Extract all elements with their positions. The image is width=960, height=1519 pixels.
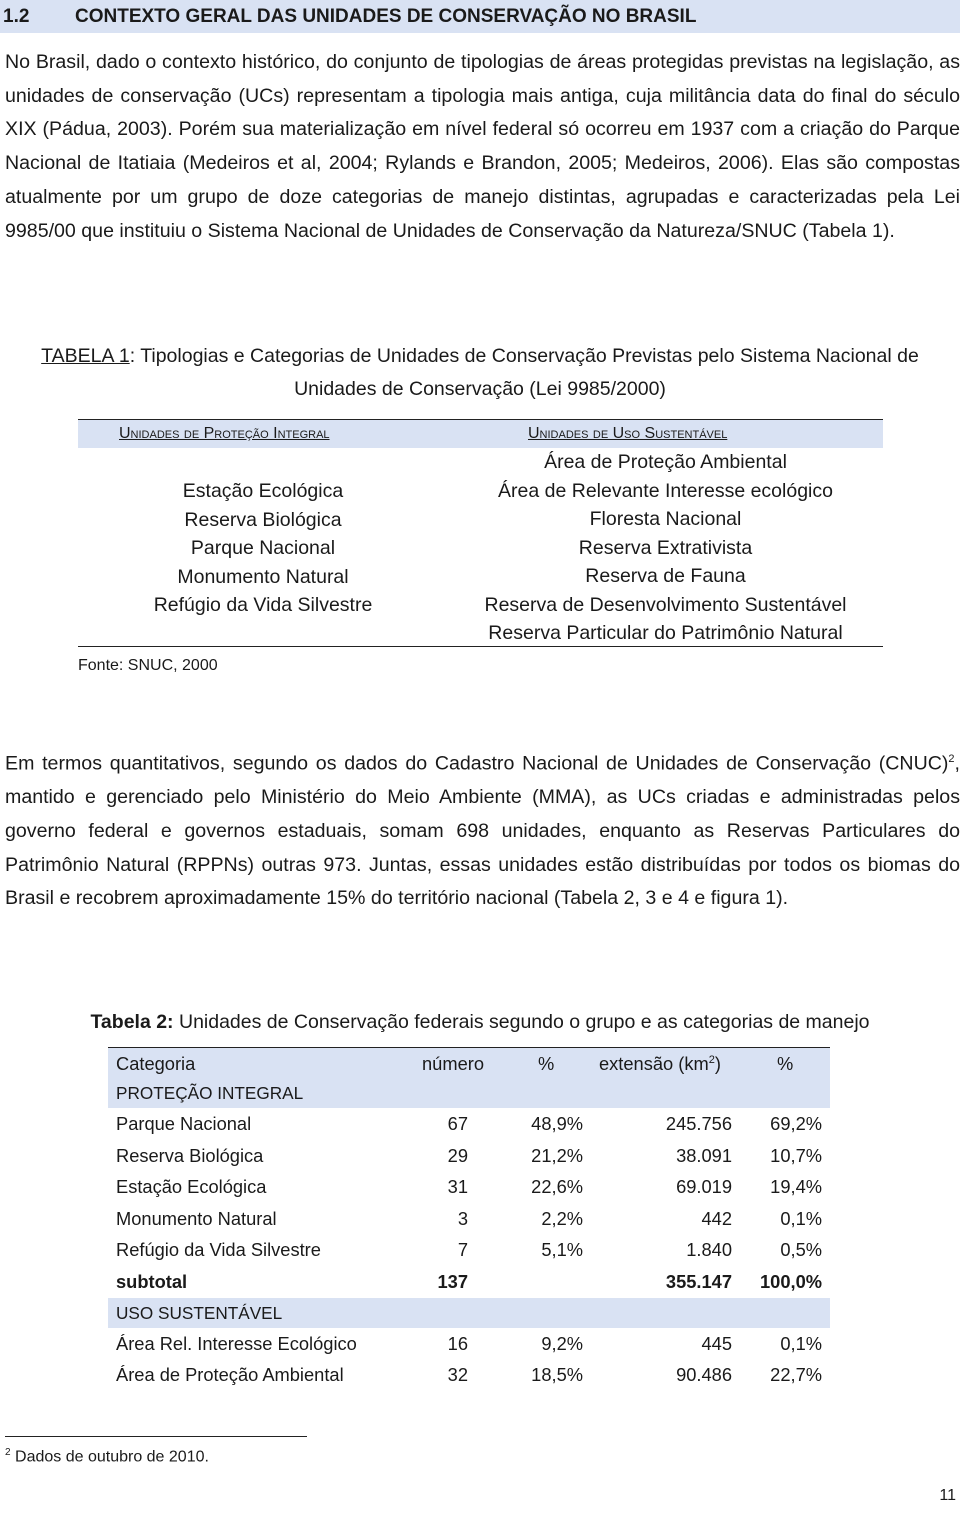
footnote <box>5 1447 209 1466</box>
cell-percent2: 0,1% <box>780 1207 822 1229</box>
table-row <box>108 1203 830 1235</box>
table1-sustainable-list <box>448 448 883 648</box>
cell-number: 7 <box>457 1239 468 1261</box>
header-extent <box>599 1053 721 1075</box>
cell-extent: 69.019 <box>676 1176 732 1198</box>
cell-extent: 245.756 <box>665 1113 732 1134</box>
cell-extent: 442 <box>701 1207 732 1229</box>
table1-right-item: Área de Relevante Interesse ecológico <box>498 479 833 502</box>
cell-extent: 90.486 <box>676 1364 732 1386</box>
cell-number: 29 <box>447 1144 468 1166</box>
cell-number: 137 <box>437 1270 468 1292</box>
cell-category: Refúgio da Vida Silvestre <box>116 1239 321 1261</box>
cell-percent: 2,2% <box>541 1207 583 1229</box>
table1-header-row <box>78 419 883 448</box>
cell-percent2: 69,2% <box>770 1113 822 1134</box>
cell-number: 3 <box>457 1207 468 1229</box>
cell-extent: 1.840 <box>686 1239 732 1261</box>
cell-category: Parque Nacional <box>116 1113 252 1134</box>
cell-category: Área Rel. Interesse Ecológico <box>116 1332 357 1354</box>
cell-percent: 21,2% <box>531 1144 583 1166</box>
table2-group-row <box>108 1298 830 1328</box>
cell-percent2: 0,1% <box>780 1332 822 1354</box>
cell-category: Estação Ecológica <box>116 1176 267 1198</box>
cell-extent: 445 <box>701 1332 732 1354</box>
cell-percent2: 19,4% <box>770 1176 822 1198</box>
cell-extent: 355.147 <box>665 1270 732 1292</box>
table1-left-item: Parque Nacional <box>190 537 336 559</box>
section-heading <box>0 0 960 33</box>
table1-bottom-rule <box>78 646 883 647</box>
table1-caption <box>0 340 960 406</box>
cell-category: Área de Proteção Ambiental <box>116 1364 344 1386</box>
cell-percent: 48,9% <box>531 1113 583 1134</box>
table2-caption-text: Unidades de Conservação federais segundo o grupo e as categorias de manejo <box>173 1011 870 1033</box>
table2-group-row <box>108 1078 830 1108</box>
cell-percent: 18,5% <box>531 1364 583 1386</box>
table1-left-item: Refúgio da Vida Silvestre <box>153 594 373 616</box>
cell-category: subtotal <box>116 1270 188 1292</box>
cell-percent: 9,2% <box>541 1332 583 1354</box>
cell-percent2: 22,7% <box>770 1364 822 1386</box>
quant-text-part2: , mantido e gerenciado pelo Ministério do Meio Ambiente (MMA), as UCs criadas e administradas pelos governo federal e governos estaduais, somam 698 unidades, enquanto as Reservas Particulares do Patrimônio Natural (RPPNs) outras 973. Juntas, essas unidades estão distribuídas por todos os biomas do Brasil e recobrem aproximadamente 15% do território nacional (Tabela 2, 3 e 4 e figura 1). <box>5 752 960 910</box>
table1-caption-label: TABELA 1 <box>41 345 130 367</box>
table-row <box>108 1108 830 1140</box>
cell-category: Monumento Natural <box>116 1207 277 1229</box>
cell-number: 67 <box>447 1113 468 1134</box>
footnote-reference: 2 <box>948 753 955 765</box>
table1-left-item: Estação Ecológica <box>182 480 344 502</box>
cell-percent2: 0,5% <box>780 1239 822 1261</box>
table2 <box>108 1047 830 1391</box>
header-extent-close: ) <box>714 1053 721 1074</box>
table1-right-item: Reserva Extrativista <box>578 536 753 559</box>
intro-paragraph: No Brasil, dado o contexto histórico, do conjunto de tipologias de áreas protegidas previstas na legislação, as unidades de conservação (UCs) representam a tipologia mais antiga, cuja militância data do final do século XIX (Pádua, 2003). Porém sua materialização em nível federal só ocorreu em 1937 com a criação do Parque Nacional de Itatiaia (Medeiros et al, 2004; Rylands e Brandon, 2005; Medeiros, 2006). Elas são compostas atualmente por um grupo de doze categorias de manejo distintas, agrupadas e caracterizadas pela Lei 9985/00 que instituiu o Sistema Nacional de Unidades de Conservação da Natureza/SNUC (Tabela 1). <box>5 51 960 242</box>
header-percent2: % <box>777 1053 794 1074</box>
group-label: USO SUSTENTÁVEL <box>116 1302 283 1323</box>
table1-protection-list <box>78 477 448 620</box>
table1-right-item: Área de Proteção Ambiental <box>544 451 787 473</box>
section-number: 1.2 <box>3 5 30 27</box>
quant-text-part1: Em termos quantitativos, segundo os dados do Cadastro Nacional de Unidades de Conservação (CNUC) <box>5 752 949 775</box>
header-number: número <box>422 1053 484 1074</box>
cell-extent: 38.091 <box>676 1144 732 1166</box>
footnote-text: Dados de outubro de 2010. <box>10 1448 209 1466</box>
section-title: CONTEXTO GERAL DAS UNIDADES DE CONSERVAÇÃO NO BRASIL <box>75 5 697 27</box>
table-row <box>108 1234 830 1266</box>
table1-right-item: Reserva Particular do Patrimônio Natural <box>488 622 843 644</box>
cell-percent: 5,1% <box>541 1239 583 1261</box>
table2-caption <box>0 1008 960 1036</box>
footnote-rule <box>5 1436 307 1437</box>
table1-caption-sep: : <box>129 345 141 367</box>
cell-category: Reserva Biológica <box>116 1144 264 1166</box>
table2-header-row <box>108 1047 830 1078</box>
header-extent-text: extensão (km <box>599 1053 709 1074</box>
cell-percent2: 10,7% <box>770 1144 822 1166</box>
table1-source: Fonte: SNUC, 2000 <box>78 657 218 674</box>
table1-right-item: Reserva de Desenvolvimento Sustentável <box>484 593 847 616</box>
table2-caption-label: Tabela 2: <box>90 1011 174 1033</box>
cell-number: 16 <box>447 1332 468 1354</box>
table1-right-item: Reserva de Fauna <box>585 565 746 587</box>
header-category: Categoria <box>116 1053 196 1074</box>
table1-right-item: Floresta Nacional <box>589 508 742 530</box>
cell-number: 32 <box>447 1364 468 1386</box>
table2-subtotal-row <box>108 1266 830 1298</box>
cell-percent: 22,6% <box>531 1176 583 1198</box>
table1-right-header: Unidades de Uso Sustentável <box>528 425 728 442</box>
cell-percent2: 100,0% <box>759 1270 822 1292</box>
table-row <box>108 1328 830 1360</box>
footnote-mark: 2 <box>5 1447 11 1458</box>
table-row <box>108 1359 830 1391</box>
table1-left-header: Unidades de Proteção Integral <box>119 425 330 442</box>
quantitative-paragraph <box>5 743 960 916</box>
header-extent-sup: 2 <box>708 1053 715 1066</box>
table-row <box>108 1140 830 1172</box>
table-row <box>108 1171 830 1203</box>
page-number: 11 <box>939 1487 956 1504</box>
table1-left-item: Monumento Natural <box>177 565 349 588</box>
header-percent: % <box>538 1053 555 1074</box>
table1-caption-text: Tipologias e Categorias de Unidades de Conservação Previstas pelo Sistema Nacional de Unidades de Conservação (Lei 9985/2000) <box>140 345 919 400</box>
cell-number: 31 <box>447 1176 468 1198</box>
group-label: PROTEÇÃO INTEGRAL <box>116 1083 304 1103</box>
table1-left-item: Reserva Biológica <box>184 508 342 531</box>
